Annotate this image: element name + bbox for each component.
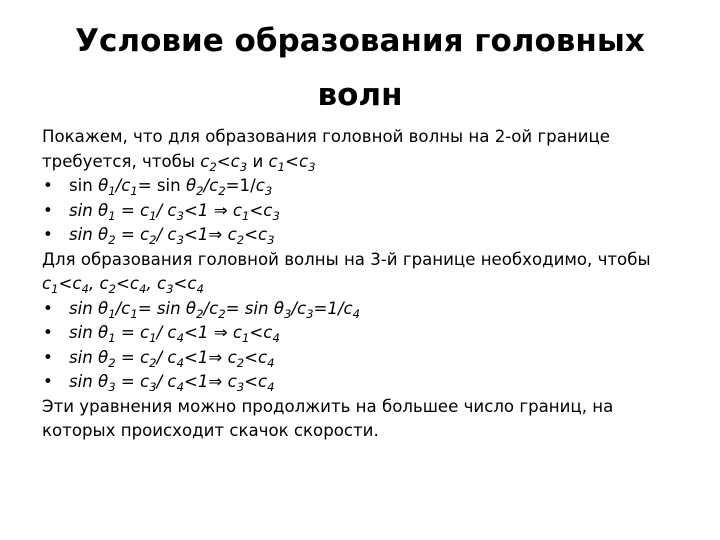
- bullet-icon: •: [43, 372, 53, 391]
- bullet-icon: •: [43, 347, 53, 367]
- equation: $\sin \theta_1 = c_1/$ $c_4<1$ ⇒ $c_1<c_4$: [69, 323, 280, 346]
- list-item: [42, 223, 682, 248]
- bullet-icon: •: [43, 225, 53, 244]
- equation: $\sin \theta_1/c_1= \sin \theta_2/c_2=1/c_3$: [69, 176, 273, 199]
- second-paragraph: [42, 248, 682, 297]
- list-item: [42, 199, 682, 224]
- list-item: [42, 297, 682, 322]
- list-item: [42, 370, 682, 395]
- equation: $\sin \theta_2 = c_2/$ $c_3<1\Rightarrow$ $c_2<c_3$: [69, 225, 275, 248]
- conclusion-paragraph: Эти уравнения можно продолжить на большее число границ, на которых происходит скачок скорости.: [42, 396, 614, 440]
- intro-text: Покажем, что для образования головной волны на 2-ой границе требуется, чтобы: [42, 127, 611, 171]
- list-item: [42, 346, 682, 371]
- slide-body: [42, 125, 682, 444]
- bullet-icon: •: [43, 298, 53, 318]
- bullet-icon: •: [43, 176, 53, 195]
- equation: $\sin \theta_3 = c_3/$ $c_4<1\Rightarrow$ $c_3<c_4$: [69, 372, 275, 395]
- intro-paragraph: [42, 125, 682, 174]
- bullet-icon: •: [43, 200, 53, 220]
- equation: $\sin \theta_2 = c_2/$ $c_4<1\Rightarrow$ $c_2<c_4$: [69, 347, 275, 370]
- paragraph2-text: Для образования головной волны на 3-й границе необходимо, чтобы: [42, 249, 651, 269]
- bullet-icon: •: [43, 323, 53, 342]
- slide-title: Условие образования головных волн: [75, 23, 645, 113]
- intro-condition: $c_2<c_3$ и $c_1<c_3$: [200, 151, 316, 174]
- equation: $\sin \theta_1 = c_1/$ $c_3<1$ ⇒ $c_1<c_3$: [69, 200, 280, 223]
- paragraph2-condition: $c_1<c_4$, $c_2<c_4$, $c_3<c_4$: [42, 274, 204, 297]
- list-item: [42, 321, 682, 346]
- list-item: [42, 174, 682, 199]
- equation: $\sin \theta_1/c_1= \sin \theta_2/c_2= \sin \theta_3/c_3=1/c_4$: [69, 298, 361, 321]
